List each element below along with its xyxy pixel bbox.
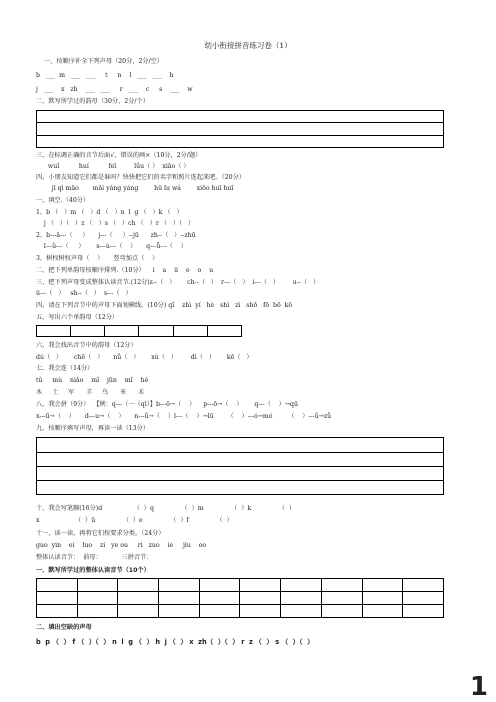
text-line: x---ū→（ ） d---u→（ ） n---ǚ→（ ）l---（ ）→lū （ ）---ó→mó （ ）---ǚ→zǚ xyxy=(36,413,332,420)
text-line: j ___ x zh ___ ___ r ___ c s ___ w xyxy=(36,86,193,93)
section-heading: 六、我会找出音节中的韵母（12分） xyxy=(36,342,137,349)
section-heading: 二、填出空缺的声母 xyxy=(36,624,92,631)
writing-line xyxy=(37,452,443,453)
text-line: dú（ ） chē（ ） nǚ（ ） xú（ ） dì（ ） kē（ ） xyxy=(36,354,253,361)
text-line: guo yin ei luo zi ye ou ri zuo ie jiu oo xyxy=(36,542,207,549)
writing-line xyxy=(37,480,443,481)
text-line: jī qì māo mǎi yáng yáng hū lu wá xiōo huī huī xyxy=(40,185,234,192)
writing-box-vowels[interactable] xyxy=(36,110,444,148)
section-heading: 一、默写所学过的整体认读音节（10个） xyxy=(36,567,150,574)
writing-line xyxy=(37,466,443,467)
text-line: l---ǜ---（ ） s---ù---（ ） q---ǖ---（ ） xyxy=(36,243,187,250)
text-line: 3、树杈树杈声母（ ） 竖弯加点（ ） xyxy=(36,255,159,262)
section-heading: 一、按顺序补全下列声母（20分，2分/空） xyxy=(44,58,164,65)
page-title: 幼小衔接拼音练习卷（1） xyxy=(204,41,292,50)
text-line: 1、b （ ）m （ ）d （ ）n l g （ ）k （ ） xyxy=(36,209,183,216)
section-heading: 五、写出六个单韵母（12分） xyxy=(36,314,119,321)
text-line: x （ ）ü （ ）e （ ）f （ ） xyxy=(36,517,233,524)
writing-line xyxy=(37,135,443,136)
section-heading: 四、小朋友知道它们都是谁吗？快快把它们的名字和照片连起来吧。（20分） xyxy=(36,174,245,181)
section-heading: 二、把下列单韵母按顺序排列.（10分） i a ü e o u xyxy=(36,267,214,274)
text-line: j （ ）（ ）z （ ）s （ ）ch （ ）r （ ）（ ） xyxy=(36,220,195,227)
recognition-syllable-grid[interactable] xyxy=(36,578,444,618)
text-line: 整体认读音节： 前母： 三拼音节： xyxy=(36,554,153,561)
section-heading: 二、默写所学过的韵母（30分，2分/个） xyxy=(36,98,149,105)
section-heading: 一、填空.（40分） xyxy=(36,197,90,204)
section-heading: 三、在标调正确的音节后面√，错误的画×（10分，2分/题） xyxy=(36,152,202,159)
section-heading: 八、我会拼（9分） 【例：q---（一（qì）】b---ō→（ ） p---ō→（ ） q---（ ）→qū xyxy=(36,401,298,408)
page-number: 1 xyxy=(469,672,488,702)
text-line: wuǐ huí feī lǘu（ ） xiāo（ ） xyxy=(44,163,190,170)
section-heading: 七、我会连（14分） xyxy=(36,365,94,372)
section-heading: 四、请在下列音节中的声母下面划横线。(10分) qǐ zhì yí hè shì zì shō fō bō kō xyxy=(36,302,293,309)
text-line: 木 土 军 羊 鸟 米 禾 xyxy=(36,389,145,396)
text-line: tǔ mù niǎo mǐ jūn mǐ hé xyxy=(36,377,149,384)
section-heading: 十、我会写笔顺(16分)d （ ）q （ ）m （ ）k （ ） xyxy=(36,505,296,512)
text-line: 2、b---ā---（ ） j---（ ）--jū zh--（ ）--zhū xyxy=(36,232,196,239)
text-line: b ___ m ___ ___ t n l ___ ___ h xyxy=(36,72,174,79)
text-line: ü---（ ） sh--（ ） s---（ ） xyxy=(36,290,132,297)
single-vowel-grid[interactable] xyxy=(36,325,242,337)
section-heading: 九、按顺序填写声母，再读一读（13分） xyxy=(36,425,150,432)
section-heading: 十一、读一读，再将它们按要求分类。（24分） xyxy=(36,530,165,537)
writing-box-initials[interactable] xyxy=(36,437,444,495)
writing-line xyxy=(37,122,443,123)
text-line: b p （ ） f （ ）（ ） n l g （ ） h j （ ） x zh（ ）（ ） r z （ ） s （ ）（ ） xyxy=(36,638,314,646)
section-heading: 三、把下列声母变成整体认读音节.(12分)z--（ ） ch--（ ） r---（ ） i---（ ） u--（ ） xyxy=(36,279,320,286)
